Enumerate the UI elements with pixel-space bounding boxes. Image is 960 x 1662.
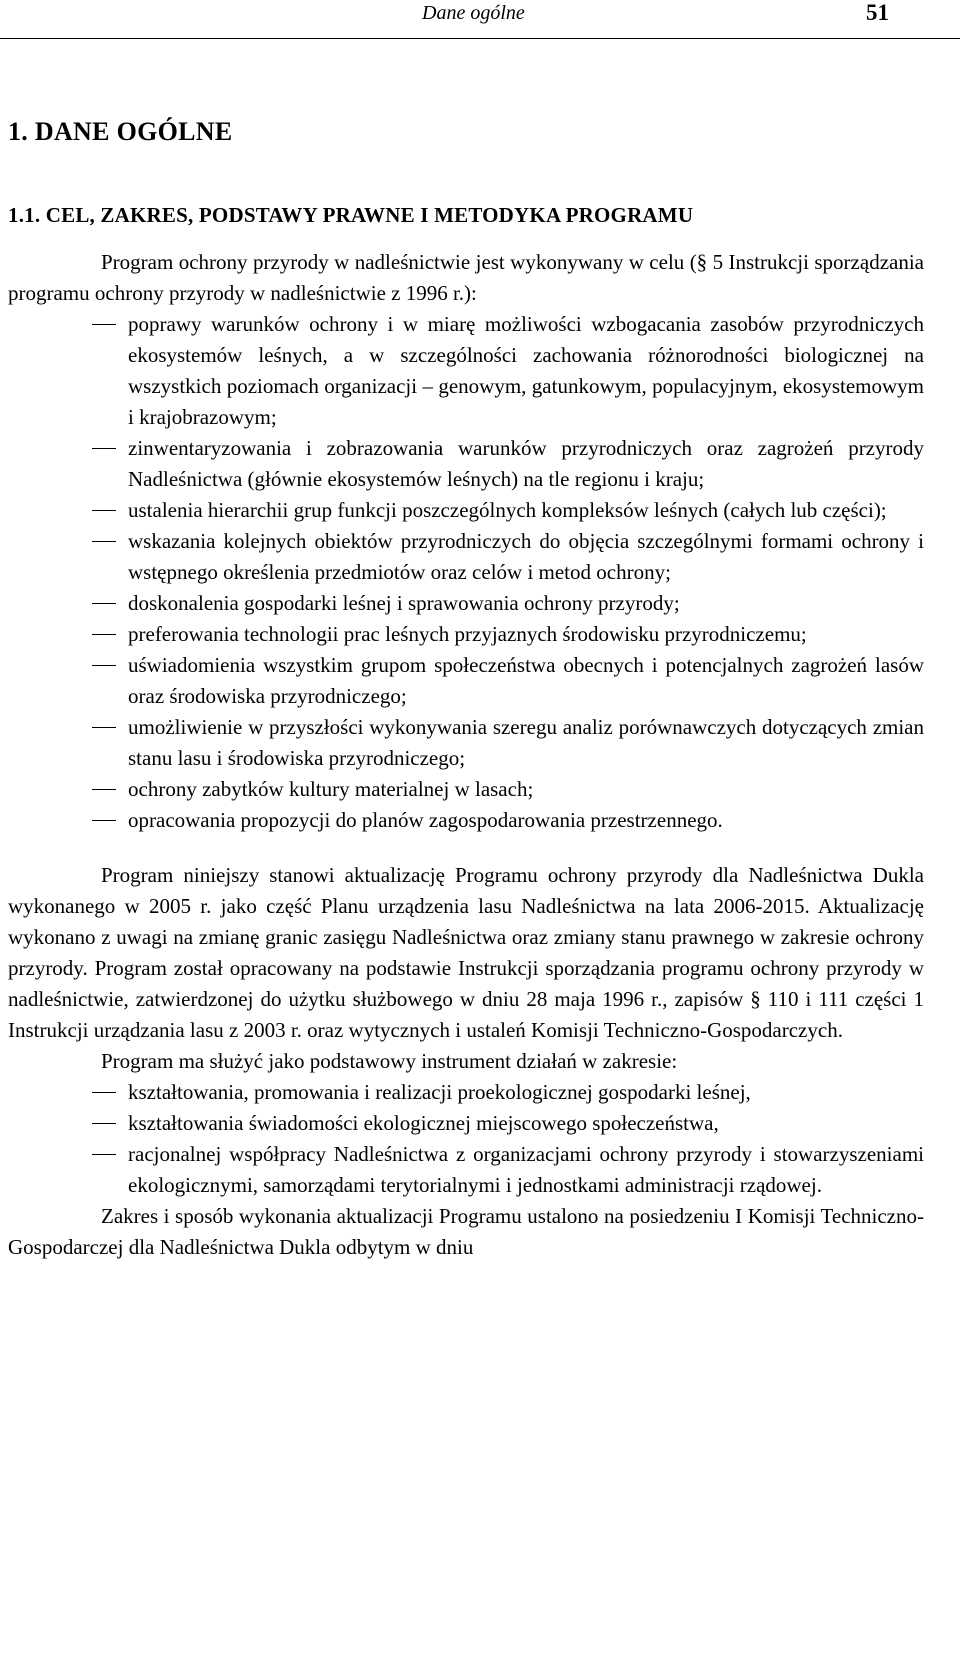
header-section-title: Dane ogólne — [422, 2, 525, 24]
list-item: zinwentaryzowania i zobrazowania warunków przyrodniczych oraz zagrożeń przyrody Nadleśnictwa (głównie ekosystemów leśnych) na tle regionu i kraju; — [8, 433, 924, 495]
list-item: kształtowania świadomości ekologicznej miejscowego społeczeństwa, — [8, 1108, 924, 1139]
commission-paragraph: Zakres i sposób wykonania aktualizacji Programu ustalono na posiedzeniu I Komisji Techniczno-Gospodarczej dla Nadleśnictwa Dukla odbytym w dniu — [8, 1204, 924, 1259]
document-body — [8, 247, 924, 1263]
list-item: racjonalnej współpracy Nadleśnictwa z organizacjami ochrony przyrody i stowarzyszeniami ekologicznymi, samorządami terytorialnymi i jednostkami administracji rządowej. — [8, 1139, 924, 1201]
list-item: kształtowania, promowania i realizacji proekologicznej gospodarki leśnej, — [8, 1077, 924, 1108]
list-item: opracowania propozycji do planów zagospodarowania przestrzennego. — [8, 805, 924, 836]
page-header — [0, 0, 960, 39]
goals-list — [8, 309, 924, 836]
section-heading: 1.1. CEL, ZAKRES, PODSTAWY PRAWNE I METODYKA PROGRAMU — [8, 203, 694, 227]
list-item: preferowania technologii prac leśnych przyjaznych środowisku przyrodniczemu; — [8, 619, 924, 650]
page-number: 51 — [866, 0, 889, 25]
update-paragraph: Program niniejszy stanowi aktualizację Programu ochrony przyrody dla Nadleśnictwa Dukla wykonanego w 2005 r. jako część Planu urządzenia lasu Nadleśnictwa na lata 2006-2015. Aktualizację wykonano z uwagi na zmianę granic zasięgu Nadleśnictwa oraz zmiany stanu prawnego w zakresie ochrony przyrody. Program został opracowany na podstawie Instrukcji sporządzania programu ochrony przyrody w nadleśnictwie, zatwierdzonej do użytku służbowego w dniu 28 maja 1996 r., zapisów § 110 i 111 części 1 Instrukcji urządzania lasu z 2003 r. oraz wytycznych i ustaleń Komisji Techniczno-Gospodarczych. — [8, 863, 924, 1042]
purpose-paragraph: Program ma służyć jako podstawowy instrument działań w zakresie: — [101, 1049, 678, 1073]
list-item: uświadomienia wszystkim grupom społeczeństwa obecnych i potencjalnych zagrożeń lasów oraz środowiska przyrodniczego; — [8, 650, 924, 712]
list-item: doskonalenia gospodarki leśnej i sprawowania ochrony przyrody; — [8, 588, 924, 619]
list-item: wskazania kolejnych obiektów przyrodniczych do objęcia szczególnymi formami ochrony i wstępnego określenia przedmiotów oraz celów i metod ochrony; — [8, 526, 924, 588]
chapter-heading: 1. DANE OGÓLNE — [8, 117, 233, 146]
intro-paragraph: Program ochrony przyrody w nadleśnictwie jest wykonywany w celu (§ 5 Instrukcji sporządzania programu ochrony przyrody w nadleśnictwie z 1996 r.): — [8, 250, 924, 305]
list-item: ustalenia hierarchii grup funkcji poszczególnych kompleksów leśnych (całych lub części); — [8, 495, 924, 526]
scope-list — [8, 1077, 924, 1201]
list-item: ochrony zabytków kultury materialnej w lasach; — [8, 774, 924, 805]
list-item: poprawy warunków ochrony i w miarę możliwości wzbogacania zasobów przyrodniczych ekosystemów leśnych, a w szczególności zachowania różnorodności biologicznej na wszystkich poziomach organizacji – genowym, gatunkowym, populacyjnym, ekosystemowym i krajobrazowym; — [8, 309, 924, 433]
list-item: umożliwienie w przyszłości wykonywania szeregu analiz porównawczych dotyczących zmian stanu lasu i środowiska przyrodniczego; — [8, 712, 924, 774]
